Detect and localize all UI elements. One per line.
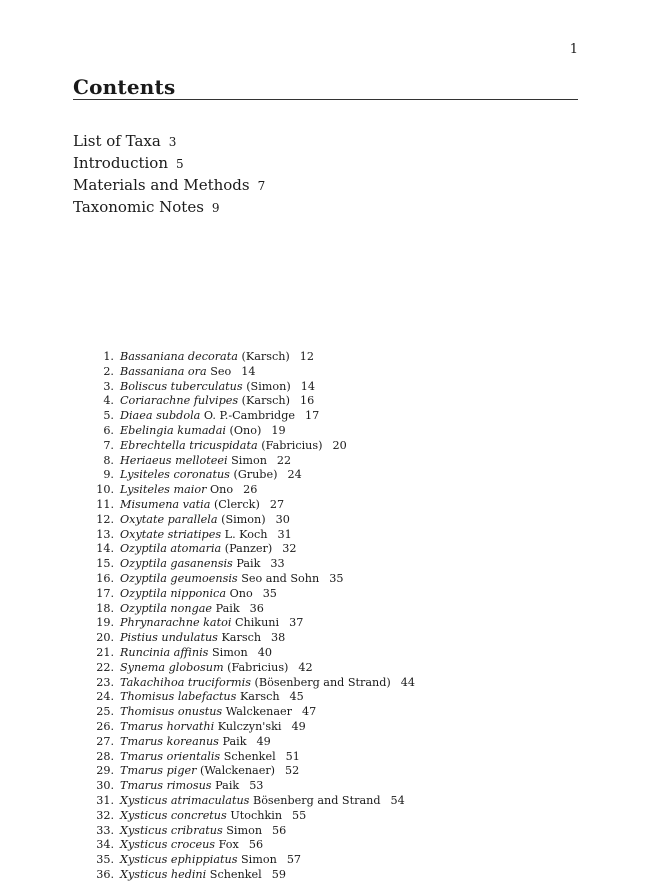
species-entry-number: 29. [96,764,114,778]
species-entry-name [120,454,267,467]
species-entry[interactable] [73,824,578,839]
species-entry-name [120,690,280,703]
species-entry-page: 53 [249,779,264,793]
species-entry[interactable] [73,661,578,676]
species-entry[interactable] [73,587,578,602]
species-entry-page: 51 [285,749,300,763]
species-author: (Fabricius) [227,660,289,674]
species-entry[interactable] [73,720,578,735]
species-name: Tmarus horvathi [120,719,215,733]
species-entry-name [120,557,260,570]
species-author: Bösenberg and Strand [252,793,381,807]
species-author: Karsch [221,631,262,645]
species-entry-page: 33 [270,557,285,571]
species-entry[interactable] [73,542,578,557]
species-name: Tmarus orientalis [120,749,221,763]
species-entry-number: 16. [96,571,114,585]
species-entry-page: 26 [243,483,258,497]
species-entry-page: 37 [289,616,304,630]
species-entry-name [120,483,233,496]
species-entry-page: 56 [272,823,287,837]
species-entry[interactable] [73,380,578,395]
species-entry-number: 2. [103,364,114,378]
species-entry-page: 17 [304,409,320,423]
species-entry-number: 26. [96,719,114,733]
species-entry[interactable] [73,735,578,750]
species-name: Xysticus concretus [120,808,227,822]
species-entry-page: 45 [289,690,304,704]
species-entry-name [120,705,292,718]
species-author: Schenkel [223,749,276,763]
species-entry-name [120,394,290,407]
species-entry-page: 49 [291,719,306,733]
species-name: Tmarus koreanus [120,734,219,748]
species-entry[interactable] [73,350,578,365]
species-author: Paik [215,779,240,793]
species-entry[interactable] [73,602,578,617]
species-author: Schenkel [209,867,262,881]
species-entry-number: 35. [96,853,114,867]
species-name: Xysticus hedini [120,867,207,881]
species-name: Ozyptila atomaria [120,542,222,556]
species-entry-name [120,750,276,763]
species-entry-page: 35 [329,571,344,585]
species-list [73,350,578,883]
species-entry-number: 33. [96,823,114,837]
toc-entry-introduction[interactable] [73,152,578,174]
species-author: Walckenaer [225,705,293,719]
species-name: Ebrechtella tricuspidata [120,438,258,452]
species-entry-page: 42 [298,660,313,674]
species-name: Xysticus ephippiatus [120,853,238,867]
species-author: Seo [210,364,232,378]
species-entry[interactable] [73,513,578,528]
species-entry-page: 14 [241,364,256,378]
species-entry-page: 40 [257,645,272,659]
page-number: 1 [569,42,578,57]
species-entry-number: 27. [96,734,114,748]
species-entry-number: 32. [96,808,114,822]
species-author: Ono [229,586,253,600]
species-author: (Bösenberg and Strand) [254,675,391,689]
species-entry[interactable] [73,690,578,705]
species-entry-page: 12 [299,350,315,363]
species-author: L. Koch [224,527,268,541]
species-entry-name [120,676,391,689]
species-name: Phrynarachne katoi [120,616,232,630]
species-entry-number: 15. [96,557,114,571]
species-entry-name [120,439,322,452]
toc-entry-page: 9 [211,201,220,215]
species-entry[interactable] [73,468,578,483]
species-entry-page: 19 [271,423,286,437]
species-entry-name [120,794,380,807]
species-entry-page: 14 [300,379,315,393]
species-entry[interactable] [73,424,578,439]
species-author: Paik [215,601,240,615]
species-author: Simon [231,453,267,467]
species-entry-name [120,350,290,363]
species-entry-number: 31. [96,793,114,807]
species-author: Fox [218,838,239,852]
species-entry[interactable] [73,750,578,765]
species-entry-name [120,735,247,748]
species-entry-number: 24. [96,690,114,704]
species-entry-page: 57 [286,853,302,867]
species-entry-name [120,513,266,526]
species-author: Simon [226,823,263,837]
species-entry-name [120,779,239,792]
species-name: Ebelingia kumadai [120,423,226,437]
species-entry-page: 54 [390,793,405,807]
species-entry[interactable] [73,646,578,661]
species-entry-number: 17. [96,586,114,600]
species-entry[interactable] [73,454,578,469]
species-entry[interactable] [73,616,578,631]
species-entry-page: 20 [332,438,347,452]
species-entry-name [120,646,248,659]
species-entry-page: 36 [249,601,264,615]
species-entry-page: 56 [248,838,264,852]
species-entry[interactable] [73,779,578,794]
species-entry-page: 27 [269,497,285,511]
species-author: (Fabricius) [261,438,323,452]
species-name: Xysticus croceus [120,838,216,852]
species-entry-number: 14. [96,542,114,556]
species-entry-number: 8. [103,453,114,467]
species-entry-page: 16 [300,394,315,408]
species-entry-name [120,809,282,822]
species-name: Ozyptila nipponica [120,586,226,600]
toc-entry-list-of-taxa[interactable] [73,130,578,152]
species-entry-number: 19. [96,616,114,630]
species-entry[interactable] [73,498,578,513]
species-entry-number: 18. [96,601,114,615]
species-entry-page: 35 [262,586,277,600]
species-entry-name [120,528,267,541]
species-entry[interactable] [73,572,578,587]
species-name: Lysiteles maior [120,483,207,497]
species-name: Heriaeus melloteei [120,453,228,467]
species-entry-number: 30. [96,779,114,793]
species-entry-number: 4. [103,394,114,408]
species-name: Ozyptila geumoensis [120,571,238,585]
species-entry-number: 34. [96,838,114,852]
species-entry-number: 36. [96,867,114,881]
species-author: (Ono) [229,423,262,437]
species-entry-name [120,764,275,777]
species-name: Misumena vatia [120,497,211,511]
species-entry-number: 11. [96,497,114,511]
species-author: O. P.-Cambridge [203,409,295,423]
species-entry[interactable] [73,838,578,853]
species-name: Diaea subdola [120,409,201,423]
species-author: (Simon) [221,512,266,526]
species-entry[interactable] [73,483,578,498]
species-name: Xysticus cribratus [120,823,223,837]
species-author: Paik [222,734,247,748]
page-title: Contents [73,75,176,99]
species-name: Boliscus tuberculatus [120,379,243,393]
species-entry-name [120,853,277,866]
species-entry[interactable] [73,365,578,380]
species-entry-page: 49 [256,734,271,748]
species-name: Oxytate striatipes [120,527,222,541]
species-entry[interactable] [73,794,578,809]
species-entry-name [120,424,261,437]
species-name: Bassaniana decorata [120,350,238,363]
species-author: (Clerck) [213,497,260,511]
species-author: Utochkin [230,808,283,822]
species-name: Coriarachne fulvipes [120,394,239,408]
species-author: Kulczyn'ski [217,719,282,733]
species-entry-number: 25. [96,705,114,719]
species-entry-name [120,602,240,615]
species-author: Simon [211,645,248,659]
species-entry[interactable] [73,809,578,824]
species-entry-page: 30 [275,512,290,526]
species-entry-name [120,661,288,674]
species-entry-name [120,824,262,837]
species-author: Simon [241,853,277,867]
species-author: (Karsch) [241,394,290,408]
species-entry-name [120,720,281,733]
species-entry-page: 22 [276,453,292,467]
species-entry-number: 22. [96,660,114,674]
table-of-contents [73,130,578,881]
species-entry-name [120,380,291,393]
species-entry-number: 9. [103,468,114,482]
species-entry-name [120,631,261,644]
species-entry-name [120,868,262,881]
toc-entry-label: Taxonomic Notes [73,198,204,216]
species-name: Oxytate parallela [120,512,218,526]
species-entry-name [120,409,295,422]
toc-entry-page: 3 [168,135,177,149]
toc-entry-label: Introduction [73,154,168,172]
species-name: Synema globosum [120,660,224,674]
species-entry-number: 23. [96,675,114,689]
species-entry-page: 31 [277,527,292,541]
species-entry-name [120,587,253,600]
species-entry-number: 5. [103,409,114,423]
species-name: Ozyptila nongae [120,601,213,615]
title-rule [73,99,578,100]
species-name: Thomisus labefactus [120,690,237,704]
species-entry[interactable] [73,409,578,424]
species-entry-name [120,572,319,585]
species-author: Chikuni [234,616,280,630]
toc-entry-materials-and-methods[interactable] [73,174,578,196]
species-entry-page: 55 [292,808,307,822]
species-entry-number: 20. [96,631,114,645]
species-entry-number: 7. [103,438,114,452]
species-author: (Karsch) [241,350,290,363]
species-author: Seo and Sohn [241,571,320,585]
species-entry[interactable] [73,705,578,720]
species-name: Tmarus rimosus [120,779,212,793]
species-entry-number: 6. [103,423,114,437]
species-name: Bassaniana ora [120,364,207,378]
species-entry-page: 44 [400,675,416,689]
species-entry[interactable] [73,853,578,868]
species-author: (Walckenaer) [200,764,276,778]
toc-entry-label: Materials and Methods [73,176,250,194]
species-entry-name [120,838,239,851]
toc-entry-label: List of Taxa [73,132,161,150]
species-name: Takachihoa truciformis [120,675,251,689]
species-author: (Grube) [233,468,278,482]
species-entry-number: 12. [96,512,114,526]
species-entry[interactable] [73,394,578,409]
toc-entry-page: 5 [176,157,184,171]
species-entry-page: 52 [285,764,300,778]
species-entry[interactable] [73,868,578,883]
species-name: Pistius undulatus [120,631,218,645]
species-entry-name [120,616,279,629]
species-author: (Panzer) [224,542,273,556]
species-name: Ozyptila gasanensis [120,557,233,571]
species-entry-number: 28. [96,749,114,763]
species-entry-number: 3. [103,379,114,393]
species-entry[interactable] [73,631,578,646]
species-entry[interactable] [73,528,578,543]
species-entry-page: 24 [287,468,302,482]
species-author: Karsch [239,690,280,704]
species-entry-number: 10. [96,483,114,497]
species-entry-name [120,365,231,378]
species-entry[interactable] [73,439,578,454]
species-name: Xysticus atrimaculatus [120,793,250,807]
species-entry[interactable] [73,764,578,779]
species-entry-number: 1. [103,350,114,363]
species-entry[interactable] [73,676,578,691]
species-entry-number: 13. [96,527,114,541]
species-name: Tmarus piger [120,764,197,778]
species-name: Thomisus onustus [120,705,223,719]
species-entry-name [120,542,272,555]
species-entry-page: 38 [271,631,286,645]
species-name: Lysiteles coronatus [120,468,230,482]
species-entry-name [120,468,277,481]
species-entry-page: 47 [302,705,317,719]
toc-entry-taxonomic-notes[interactable] [73,196,578,218]
species-name: Runcinia affinis [120,645,209,659]
toc-entry-page: 7 [257,179,266,193]
species-entry-page: 59 [271,867,286,881]
species-entry-name [120,498,260,511]
species-entry-number: 21. [96,645,114,659]
species-author: Paik [236,557,261,571]
species-entry[interactable] [73,557,578,572]
species-entry-page: 32 [282,542,297,556]
species-author: Ono [210,483,234,497]
species-author: (Simon) [246,379,291,393]
